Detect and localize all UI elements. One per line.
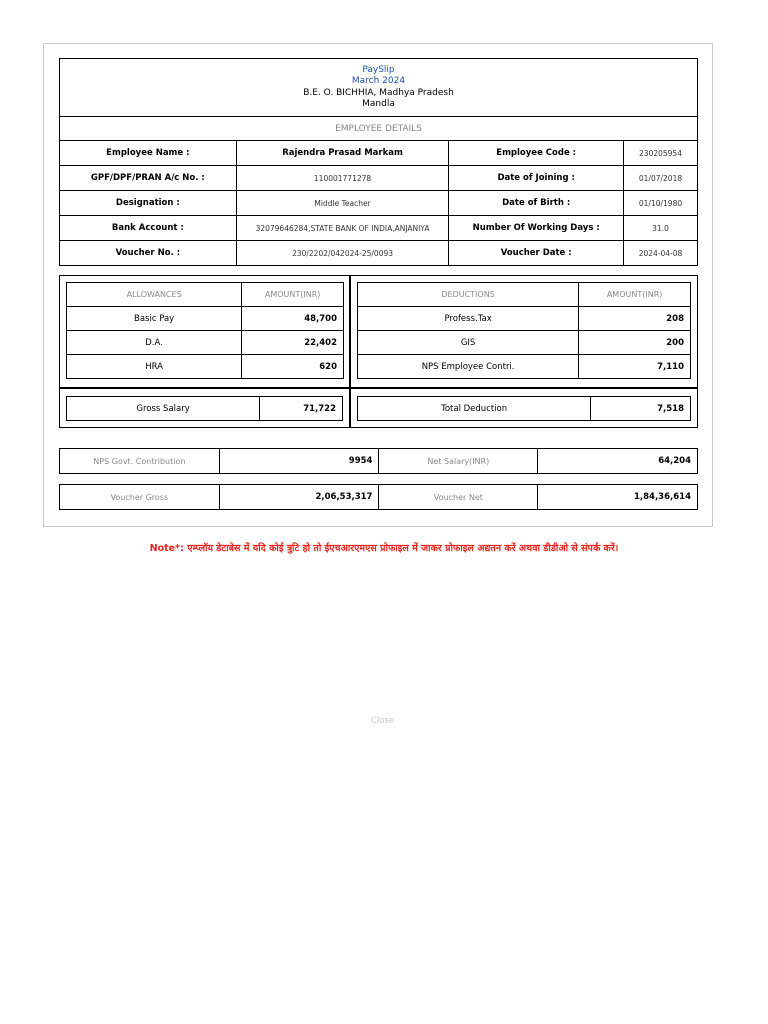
section-title: EMPLOYEE DETAILS [60, 117, 698, 141]
allowance-amount: 48,700 [242, 307, 344, 331]
close-button[interactable]: Close [371, 716, 395, 726]
voucher-net-value: 1,84,36,614 [538, 485, 698, 510]
table-row [60, 449, 698, 474]
voucher-table [59, 484, 698, 510]
net-salary-label: Net Salary(INR) [379, 449, 538, 474]
employee-details-table [59, 140, 698, 266]
deduction-amount: 200 [579, 331, 691, 355]
joining-date-value: 01/07/2018 [624, 166, 698, 191]
allowance-amount: 22,402 [242, 331, 344, 355]
voucher-no-value: 230/2202/042024-25/0093 [236, 241, 449, 266]
table-row [358, 355, 691, 379]
voucher-net-label: Voucher Net [379, 485, 538, 510]
allowance-amount: 620 [242, 355, 344, 379]
employee-name-value: Rajendra Prasad Markam [236, 141, 449, 166]
deductions-header: DEDUCTIONS [358, 283, 579, 307]
voucher-date-value: 2024-04-08 [624, 241, 698, 266]
deduction-amount: 7,110 [579, 355, 691, 379]
deductions-amount-header: AMOUNT(INR) [579, 283, 691, 307]
deduction-amount: 208 [579, 307, 691, 331]
net-salary-table [59, 448, 698, 474]
nps-govt-label: NPS Govt. Contribution [60, 449, 220, 474]
table-row [60, 166, 698, 191]
designation-value: Middle Teacher [236, 191, 449, 216]
table-row [358, 397, 691, 421]
allowances-table [66, 282, 344, 379]
header-title-cell [60, 59, 698, 117]
deduction-name: GIS [358, 331, 579, 355]
allowances-amount-header: AMOUNT(INR) [242, 283, 344, 307]
pran-value: 110001771278 [236, 166, 449, 191]
total-deduction-value: 7,518 [591, 397, 691, 421]
payslip-month: March 2024 [351, 76, 406, 86]
working-days-label: Number Of Working Days : [449, 216, 624, 241]
deduction-name: NPS Employee Contri. [358, 355, 579, 379]
employee-code-label: Employee Code : [449, 141, 624, 166]
working-days-value: 31.0 [624, 216, 698, 241]
allowances-header: ALLOWANCES [67, 283, 242, 307]
net-salary-value: 64,204 [538, 449, 698, 474]
table-row [67, 397, 343, 421]
designation-label: Designation : [60, 191, 237, 216]
allowance-name: HRA [67, 355, 242, 379]
database-error-note: Note*: एम्प्लॉय डेटाबेस में यदि कोई त्रुटि हो तो ईएचआरएमएस प्रोफाइल में जाकर प्रोफाइल अद्यतन करें अथवा डीडीओ से संपर्क करें। [149, 543, 619, 554]
bank-account-value: 32079646284,STATE BANK OF INDIA,ANJANIYA [236, 216, 449, 241]
deductions-table [357, 282, 691, 379]
voucher-gross-value: 2,06,53,317 [219, 485, 379, 510]
nps-govt-value: 9954 [219, 449, 379, 474]
deduction-name: Profess.Tax [358, 307, 579, 331]
voucher-no-label: Voucher No. : [60, 241, 237, 266]
table-row [60, 141, 698, 166]
gross-salary-table [66, 396, 343, 421]
employee-name-label: Employee Name : [60, 141, 237, 166]
total-deduction-table [357, 396, 691, 421]
totals-divider [59, 387, 698, 389]
pran-label: GPF/DPF/PRAN A/c No. : [60, 166, 237, 191]
bank-account-label: Bank Account : [60, 216, 237, 241]
employee-code-value: 230205954 [624, 141, 698, 166]
gross-salary-value: 71,722 [260, 397, 343, 421]
voucher-gross-label: Voucher Gross [60, 485, 220, 510]
allowance-name: D.A. [67, 331, 242, 355]
gross-salary-label: Gross Salary [67, 397, 260, 421]
payslip-header [59, 58, 698, 141]
total-deduction-label: Total Deduction [358, 397, 591, 421]
voucher-date-label: Voucher Date : [449, 241, 624, 266]
payslip-title: PaySlip [362, 64, 395, 75]
birth-date-label: Date of Birth : [449, 191, 624, 216]
table-row [67, 307, 344, 331]
allowance-name: Basic Pay [67, 307, 242, 331]
column-divider [349, 275, 351, 428]
joining-date-label: Date of Joining : [449, 166, 624, 191]
table-row [60, 485, 698, 510]
table-row [60, 191, 698, 216]
table-row [358, 307, 691, 331]
table-row [67, 331, 344, 355]
table-row [60, 216, 698, 241]
birth-date-value: 01/10/1980 [624, 191, 698, 216]
table-row [358, 331, 691, 355]
office-name: B.E. O. BICHHIA, Madhya Pradesh [303, 87, 454, 98]
table-row [60, 241, 698, 266]
district-name: Mandla [362, 99, 395, 109]
table-row [67, 355, 344, 379]
